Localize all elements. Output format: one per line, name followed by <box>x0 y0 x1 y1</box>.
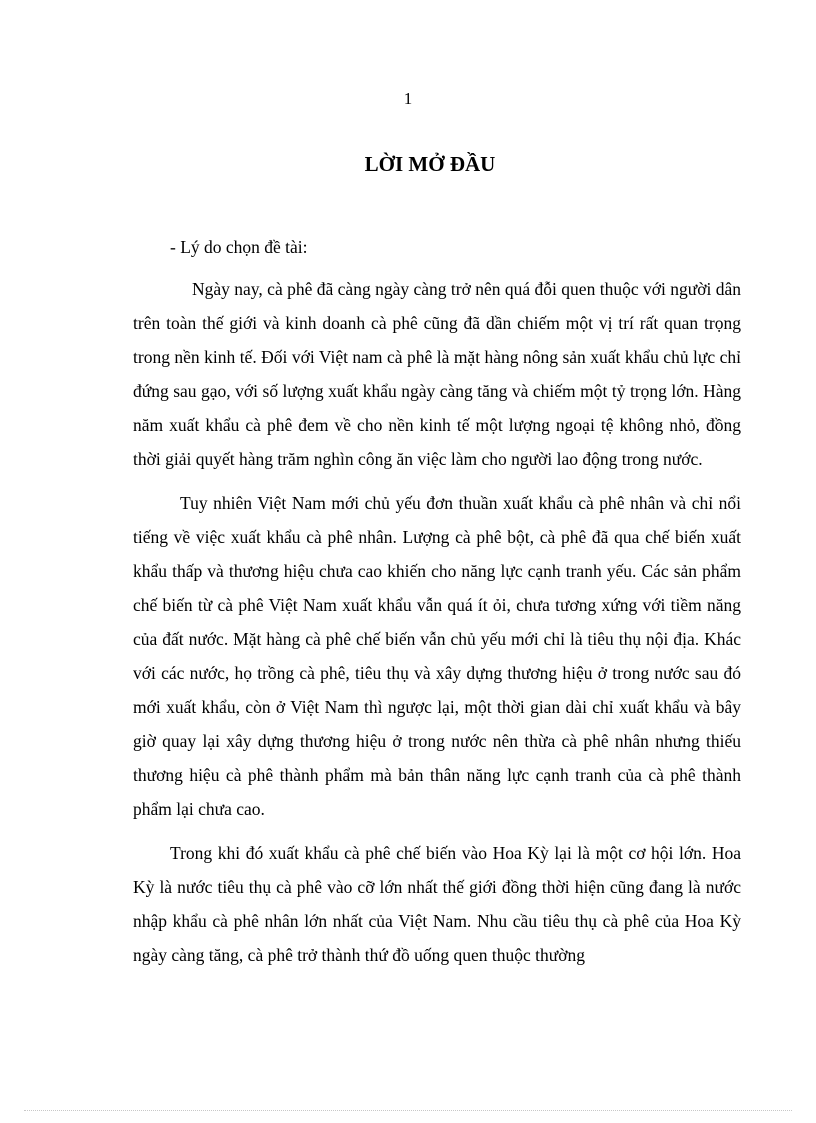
section-label: - Lý do chọn đề tài: <box>170 237 308 257</box>
paragraph: Trong khi đó xuất khẩu cà phê chế biến vào Hoa Kỳ lại là một cơ hội lớn. Hoa Kỳ là nước tiêu thụ cà phê vào cỡ lớn nhất thế giới đồng thời hiện cũng đang là nước nhập khẩu cà phê nhân lớn nhất của Việt Nam. Nhu cầu tiêu thụ cà phê của Hoa Kỳ ngày càng tăng, cà phê trở thành thứ đồ uống quen thuộc thường <box>133 843 741 965</box>
page-title: LỜI MỞ ĐẦU <box>364 152 496 176</box>
document-body <box>133 230 741 972</box>
page-bottom-border <box>24 1110 792 1111</box>
page-number: 1 <box>403 89 413 108</box>
paragraph: Tuy nhiên Việt Nam mới chủ yếu đơn thuần xuất khẩu cà phê nhân và chỉ nổi tiếng về việc xuất khẩu cà phê nhân. Lượng cà phê bột, cà phê đã qua chế biến xuất khẩu thấp và thương hiệu chưa cao khiến cho năng lực cạnh tranh yếu. Các sản phẩm chế biến từ cà phê Việt Nam xuất khẩu vẫn quá ít ỏi, chưa tương xứng với tiềm năng của đất nước. Mặt hàng cà phê chế biến vẫn chủ yếu mới chỉ là tiêu thụ nội địa. Khác với các nước, họ trồng cà phê, tiêu thụ và xây dựng thương hiệu ở trong nước sau đó mới xuất khẩu, còn ở Việt Nam thì ngược lại, một thời gian dài chỉ xuất khẩu và bây giờ quay lại xây dựng thương hiệu ở trong nước nên thừa cà phê nhân nhưng thiếu thương hiệu cà phê thành phẩm mà bản thân năng lực cạnh tranh của cà phê thành phẩm lại chưa cao. <box>133 493 741 819</box>
paragraph: Ngày nay, cà phê đã càng ngày càng trở nên quá đỗi quen thuộc với người dân trên toàn thế giới và kinh doanh cà phê cũng đã dần chiếm một vị trí rất quan trọng trong nền kinh tế. Đối với Việt nam cà phê là mặt hàng nông sản xuất khẩu chủ lực chỉ đứng sau gạo, với số lượng xuất khẩu ngày càng tăng và chiếm một tỷ trọng lớn. Hàng năm xuất khẩu cà phê đem về cho nền kinh tế một lượng ngoại tệ không nhỏ, đồng thời giải quyết hàng trăm nghìn công ăn việc làm cho người lao động trong nước. <box>133 279 741 469</box>
